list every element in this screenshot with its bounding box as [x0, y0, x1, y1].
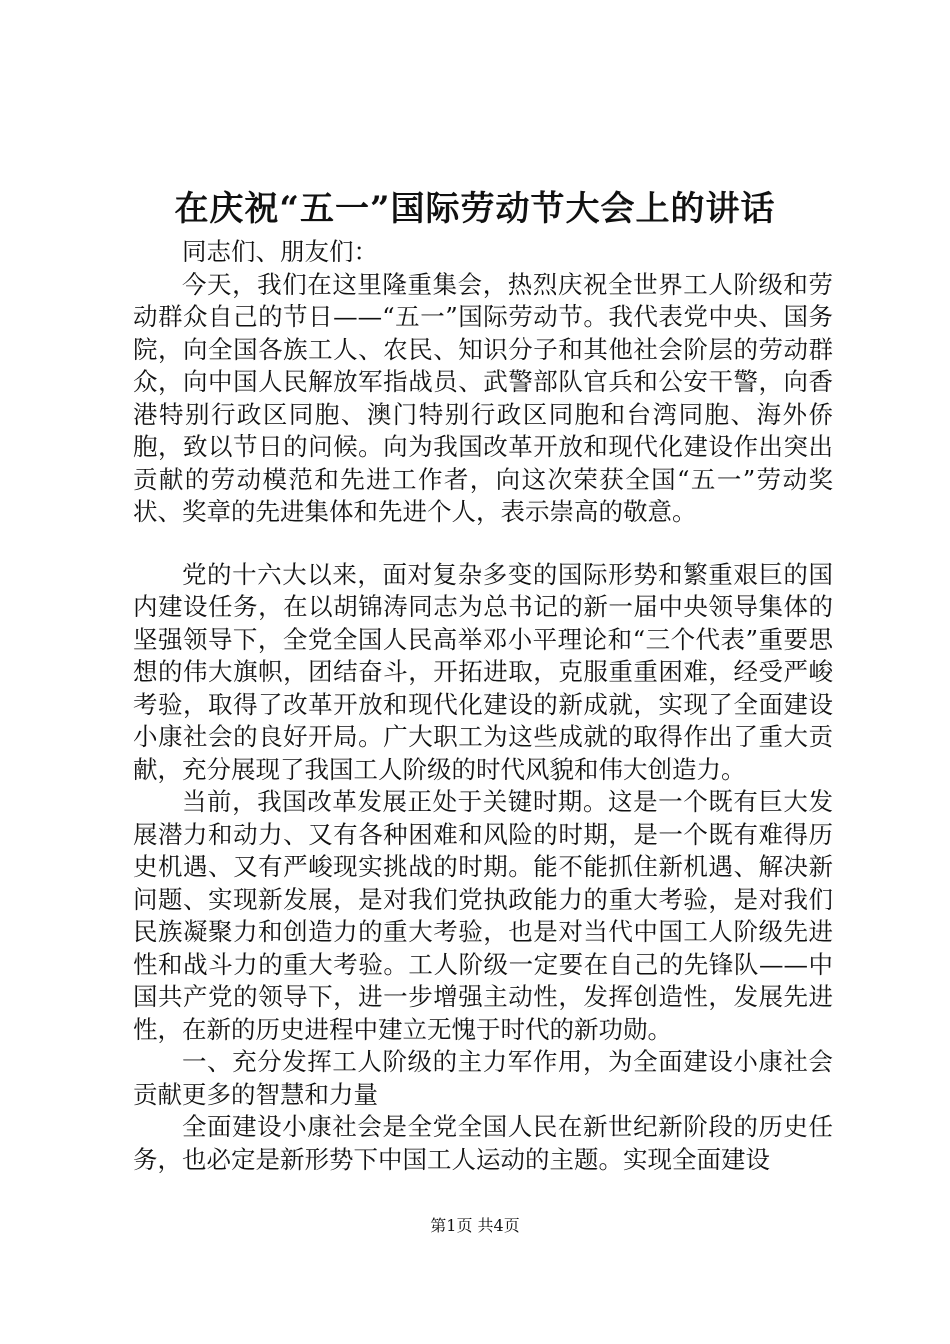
- body-paragraph: 今天，我们在这里隆重集会，热烈庆祝全世界工人阶级和劳动群众自己的节日——“五一”国际劳动节。我代表党中央、国务院，向全国各族工人、农民、知识分子和其他社会阶层的劳动群众，向中国人民解放军指战员、武警部队官兵和公安干警，向香港特别行政区同胞、澳门特别行政区同胞和台湾同胞、海外侨胞，致以节日的问候。向为我国改革开放和现代化建设作出突出贡献的劳动模范和先进工作者，向这次荣获全国“五一”劳动奖状、奖章的先进集体和先进个人，表示崇高的敬意。: [133, 269, 833, 526]
- page-number-footer: 第1页 共4页: [430, 1216, 520, 1235]
- body-paragraph: 全面建设小康社会是全党全国人民在新世纪新阶段的历史任务，也必定是新形势下中国工人运动的主题。实现全面建设: [133, 1112, 833, 1174]
- section-heading: 一、充分发挥工人阶级的主力军作用，为全面建设小康社会贡献更多的智慧和力量: [133, 1047, 833, 1109]
- document-title: 在庆祝“五一”国际劳动节大会上的讲话: [174, 189, 776, 229]
- document-body: [133, 236, 833, 1176]
- body-paragraph: 党的十六大以来，面对复杂多变的国际形势和繁重艰巨的国内建设任务，在以胡锦涛同志为总书记的新一届中央领导集体的坚强领导下，全党全国人民高举邓小平理论和“三个代表”重要思想的伟大旗帜，团结奋斗，开拓进取，克服重重困难，经受严峻考验，取得了改革开放和现代化建设的新成就，实现了全面建设小康社会的良好开局。广大职工为这些成就的取得作出了重大贡献，充分展现了我国工人阶级的时代风貌和伟大创造力。: [133, 559, 833, 784]
- body-paragraph: 当前，我国改革发展正处于关键时期。这是一个既有巨大发展潜力和动力、又有各种困难和风险的时期，是一个既有难得历史机遇、又有严峻现实挑战的时期。能不能抓住新机遇、解决新问题、实现新发展，是对我们党执政能力的重大考验，是对我们民族凝聚力和创造力的重大考验，也是对当代中国工人阶级先进性和战斗力的重大考验。工人阶级一定要在自己的先锋队——中国共产党的领导下，进一步增强主动性，发挥创造性，发展先进性，在新的历史进程中建立无愧于时代的新功勋。: [133, 787, 833, 1044]
- salutation-paragraph: 同志们、朋友们：: [182, 237, 378, 266]
